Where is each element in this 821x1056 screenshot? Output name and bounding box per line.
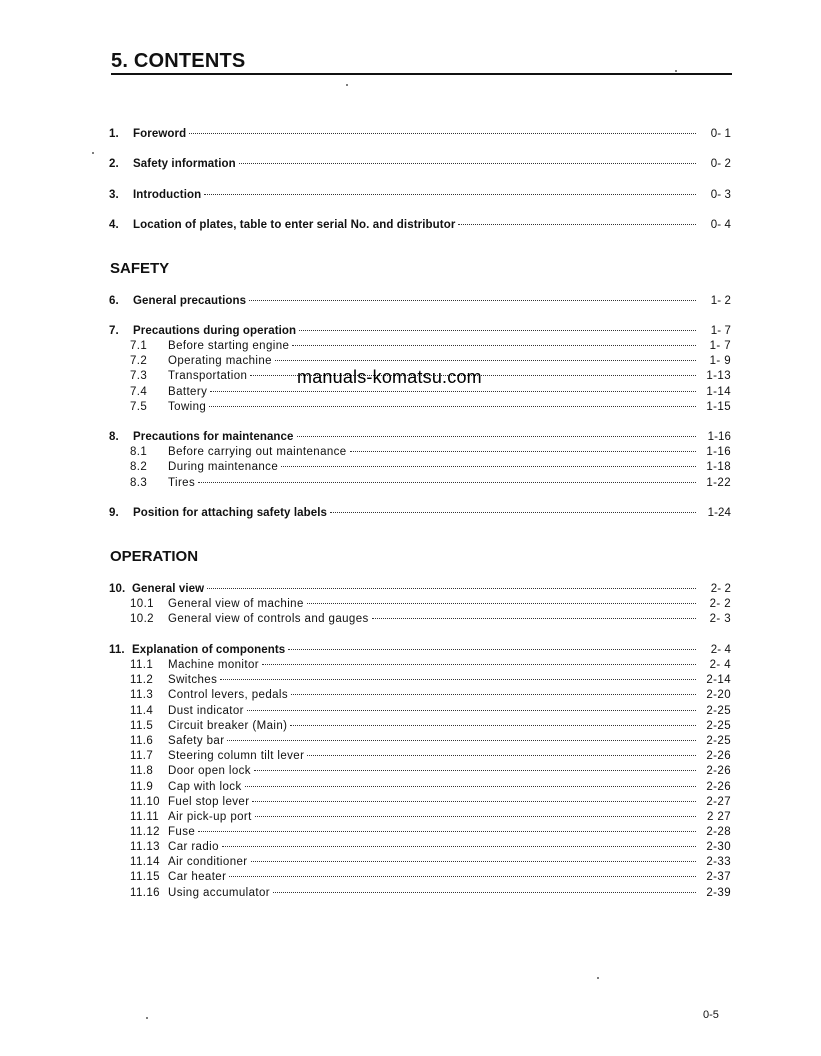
toc-subentry-machine-monitor[interactable] <box>109 658 731 673</box>
dot-leader <box>254 769 696 771</box>
toc-entry-position-for-attaching-safety-labels[interactable] <box>109 506 731 521</box>
toc-entry-number: 11.16 <box>130 887 160 899</box>
toc-entry-number: 11.6 <box>130 735 154 747</box>
dot-leader <box>350 450 696 452</box>
toc-entry-explanation-of-components[interactable] <box>109 643 731 658</box>
toc-entry-label: Fuel stop lever <box>168 796 250 808</box>
toc-entry-page: 0- 3 <box>710 189 731 201</box>
toc-entry-page: 2-37 <box>706 871 731 883</box>
toc-entry-page: 2-25 <box>706 735 731 747</box>
toc-entry-number: 11.3 <box>130 689 154 701</box>
toc-entry-page: 1-18 <box>706 461 731 473</box>
dot-leader <box>291 693 696 695</box>
toc-entry-page: 2-26 <box>706 765 731 777</box>
toc-entry-label: Before starting engine <box>168 340 290 352</box>
toc-entry-label: Explanation of components <box>132 644 286 656</box>
toc-entry-page: 0- 1 <box>710 128 731 140</box>
toc-subentry-car-radio[interactable] <box>109 840 731 855</box>
toc-entry-label: Switches <box>168 674 218 686</box>
dot-leader <box>281 465 696 467</box>
toc-entry-page: 2- 2 <box>709 598 731 610</box>
toc-entry-number: 11.12 <box>130 826 160 838</box>
dot-leader <box>222 845 696 847</box>
toc-entry-number: 10.1 <box>130 598 154 610</box>
toc-entry-number: 11.9 <box>130 781 154 793</box>
toc-entry-label: Control levers, pedals <box>168 689 289 701</box>
toc-subentry-general-view-of-machine[interactable] <box>109 597 731 612</box>
dot-leader <box>297 435 696 437</box>
toc-entry-number: 11.8 <box>130 765 154 777</box>
dot-leader <box>288 648 696 650</box>
toc-entry-number: 11.7 <box>130 750 154 762</box>
toc-entry-label: Air pick-up port <box>168 811 252 823</box>
toc-entry-label: General view of controls and gauges <box>168 613 369 625</box>
section-heading-safety: SAFETY <box>110 260 170 277</box>
toc-entry-page: 2- 2 <box>710 583 731 595</box>
toc-entry-number: 11.10 <box>130 796 160 808</box>
toc-subentry-general-view-of-controls[interactable] <box>109 612 731 627</box>
toc-entry-page: 1-15 <box>706 401 731 413</box>
dot-leader <box>273 891 696 893</box>
toc-entry-label: Precautions for maintenance <box>133 431 294 443</box>
toc-subentry-dust-indicator[interactable] <box>109 704 731 719</box>
toc-subentry-air-pick-up-port[interactable] <box>109 810 731 825</box>
dot-leader <box>229 875 696 877</box>
dot-leader <box>251 860 696 862</box>
dot-leader <box>189 132 696 134</box>
toc-subentry-fuse[interactable] <box>109 825 731 840</box>
toc-entry-number: 11.14 <box>130 856 160 868</box>
toc-entry-label: During maintenance <box>168 461 279 473</box>
scan-speck <box>597 977 599 979</box>
toc-entry-page: 1-14 <box>706 386 731 398</box>
toc-entry-safety-information[interactable] <box>109 157 731 172</box>
toc-entry-label: Cap with lock <box>168 781 242 793</box>
toc-entry-label: Circuit breaker (Main) <box>168 720 288 732</box>
dot-leader <box>292 344 696 346</box>
toc-entry-label: Tires <box>168 477 196 489</box>
toc-entry-page: 2-14 <box>706 674 731 686</box>
toc-entry-number: 11.4 <box>130 705 154 717</box>
toc-entry-label: Fuse <box>168 826 196 838</box>
toc-entry-number: 7.1 <box>130 340 148 352</box>
toc-entry-page: 2- 4 <box>709 659 731 671</box>
toc-entry-number: 7. <box>109 325 119 337</box>
toc-entry-page: 1-22 <box>706 477 731 489</box>
toc-entry-page: 2-30 <box>706 841 731 853</box>
toc-subentry-towing[interactable] <box>109 400 731 415</box>
toc-entry-page: 2 27 <box>707 811 731 823</box>
toc-entry-general-view[interactable] <box>109 582 731 597</box>
toc-entry-page: 1-16 <box>706 446 731 458</box>
toc-entry-number: 10.2 <box>130 613 154 625</box>
toc-subentry-during-maintenance[interactable] <box>109 460 731 475</box>
toc-entry-page: 1-13 <box>706 370 731 382</box>
toc-subentry-tires[interactable] <box>109 476 731 491</box>
dot-leader <box>227 739 696 741</box>
toc-subentry-door-open-lock[interactable] <box>109 764 731 779</box>
toc-entry-label: Towing <box>168 401 207 413</box>
toc-entry-label: Operating machine <box>168 355 272 367</box>
toc-subentry-fuel-stop-lever[interactable] <box>109 795 731 810</box>
toc-entry-page: 2-20 <box>706 689 731 701</box>
dot-leader <box>249 299 696 301</box>
toc-entry-label: Door open lock <box>168 765 251 777</box>
page-number: 0-5 <box>703 1009 719 1021</box>
toc-subentry-cap-with-lock[interactable] <box>109 780 731 795</box>
title-underline <box>111 73 732 75</box>
dot-leader <box>275 359 696 361</box>
dot-leader <box>209 405 696 407</box>
dot-leader <box>299 329 696 331</box>
toc-entry-label: Precautions during operation <box>133 325 297 337</box>
toc-entry-number: 3. <box>109 189 119 201</box>
dot-leader <box>307 754 696 756</box>
toc-entry-general-precautions[interactable] <box>109 294 731 309</box>
toc-entry-precautions-for-maintenance[interactable] <box>109 430 731 445</box>
dot-leader <box>247 709 696 711</box>
toc-entry-number: 7.3 <box>130 370 148 382</box>
toc-entry-label: Position for attaching safety labels <box>133 507 328 519</box>
scan-speck <box>675 70 677 72</box>
toc-entry-page: 2- 3 <box>709 613 731 625</box>
toc-entry-label: Car radio <box>168 841 219 853</box>
toc-entry-introduction[interactable] <box>109 188 731 203</box>
toc-entry-number: 11.13 <box>130 841 160 853</box>
toc-entry-page: 0- 2 <box>710 158 731 170</box>
toc-entry-number: 4. <box>109 219 119 231</box>
toc-subentry-switches[interactable] <box>109 673 731 688</box>
watermark-text: manuals-komatsu.com <box>297 367 482 387</box>
scan-speck <box>346 84 348 86</box>
dot-leader <box>290 724 696 726</box>
toc-subentry-control-levers-pedals[interactable] <box>109 688 731 703</box>
toc-entry-label: Steering column tilt lever <box>168 750 305 762</box>
toc-subentry-steering-column-tilt-lever[interactable] <box>109 749 731 764</box>
dot-leader <box>307 602 696 604</box>
scan-speck <box>92 152 94 154</box>
toc-entry-number: 11.1 <box>130 659 154 671</box>
toc-entry-page: 0- 4 <box>710 219 731 231</box>
toc-entry-label: General view of machine <box>168 598 304 610</box>
toc-entry-label: Using accumulator <box>168 887 271 899</box>
toc-entry-number: 11.15 <box>130 871 160 883</box>
toc-subentry-car-heater[interactable] <box>109 870 731 885</box>
toc-entry-page: 2-27 <box>706 796 731 808</box>
dot-leader <box>239 162 696 164</box>
toc-subentry-circuit-breaker[interactable] <box>109 719 731 734</box>
toc-entry-number: 6. <box>109 295 119 307</box>
toc-entry-page: 1-16 <box>707 431 731 443</box>
dot-leader <box>220 678 696 680</box>
toc-entry-number: 8. <box>109 431 119 443</box>
toc-entry-page: 2-25 <box>706 705 731 717</box>
toc-entry-page: 2-28 <box>706 826 731 838</box>
toc-entry-label: Foreword <box>133 128 187 140</box>
toc-entry-foreword[interactable] <box>109 127 731 142</box>
toc-entry-label: Safety information <box>133 158 236 170</box>
toc-entry-number: 11.5 <box>130 720 154 732</box>
toc-entry-label: Location of plates, table to enter serial No. and distributor <box>133 219 456 231</box>
toc-entry-number: 9. <box>109 507 119 519</box>
dot-leader <box>252 800 696 802</box>
toc-subentry-using-accumulator[interactable] <box>109 886 731 901</box>
toc-entry-label: Introduction <box>133 189 202 201</box>
dot-leader <box>198 481 696 483</box>
toc-entry-page: 1- 9 <box>709 355 731 367</box>
toc-entry-page: 2-25 <box>706 720 731 732</box>
toc-entry-number: 11. <box>109 644 125 656</box>
toc-entry-page: 2-33 <box>706 856 731 868</box>
toc-entry-label: Car heater <box>168 871 227 883</box>
section-heading-operation: OPERATION <box>110 548 199 565</box>
page-title: 5. CONTENTS <box>111 50 246 72</box>
toc-entry-number: 7.2 <box>130 355 148 367</box>
dot-leader <box>330 511 696 513</box>
toc-entry-location-of-plates[interactable] <box>109 218 731 233</box>
toc-entry-label: Air conditioner <box>168 856 248 868</box>
toc-entry-page: 2- 4 <box>710 644 731 656</box>
toc-entry-page: 2-26 <box>706 750 731 762</box>
toc-entry-label: Machine monitor <box>168 659 260 671</box>
dot-leader <box>207 587 696 589</box>
toc-entry-number: 8.2 <box>130 461 148 473</box>
toc-entry-number: 8.3 <box>130 477 148 489</box>
toc-entry-page: 1- 7 <box>709 340 731 352</box>
toc-entry-number: 1. <box>109 128 119 140</box>
toc-entry-label: Safety bar <box>168 735 225 747</box>
toc-entry-page: 2-26 <box>706 781 731 793</box>
toc-entry-number: 11.11 <box>130 811 160 823</box>
toc-entry-label: General precautions <box>133 295 247 307</box>
toc-entry-number: 10. <box>109 583 126 595</box>
toc-subentry-air-conditioner[interactable] <box>109 855 731 870</box>
toc-subentry-before-carrying-out-maintenance[interactable] <box>109 445 731 460</box>
toc-entry-label: Before carrying out maintenance <box>168 446 347 458</box>
dot-leader <box>245 785 696 787</box>
toc-entry-label: Dust indicator <box>168 705 244 717</box>
dot-leader <box>372 617 696 619</box>
dot-leader <box>262 663 696 665</box>
toc-entry-number: 7.4 <box>130 386 148 398</box>
toc-entry-number: 2. <box>109 158 119 170</box>
toc-entry-label: Transportation <box>168 370 248 382</box>
toc-subentry-before-starting-engine[interactable] <box>109 339 731 354</box>
toc-entry-page: 1-24 <box>707 507 731 519</box>
toc-subentry-safety-bar[interactable] <box>109 734 731 749</box>
toc-entry-label: General view <box>132 583 205 595</box>
scan-speck <box>146 1017 148 1019</box>
dot-leader <box>255 815 696 817</box>
toc-entry-number: 8.1 <box>130 446 148 458</box>
toc-entry-page: 2-39 <box>706 887 731 899</box>
toc-entry-precautions-during-operation[interactable] <box>109 324 731 339</box>
dot-leader <box>198 830 696 832</box>
dot-leader <box>458 223 696 225</box>
dot-leader <box>204 193 696 195</box>
toc-entry-number: 7.5 <box>130 401 148 413</box>
toc-entry-label: Battery <box>168 386 208 398</box>
dot-leader <box>210 390 696 392</box>
toc-entry-page: 1- 2 <box>710 295 731 307</box>
toc-entry-page: 1- 7 <box>710 325 731 337</box>
toc-entry-number: 11.2 <box>130 674 154 686</box>
